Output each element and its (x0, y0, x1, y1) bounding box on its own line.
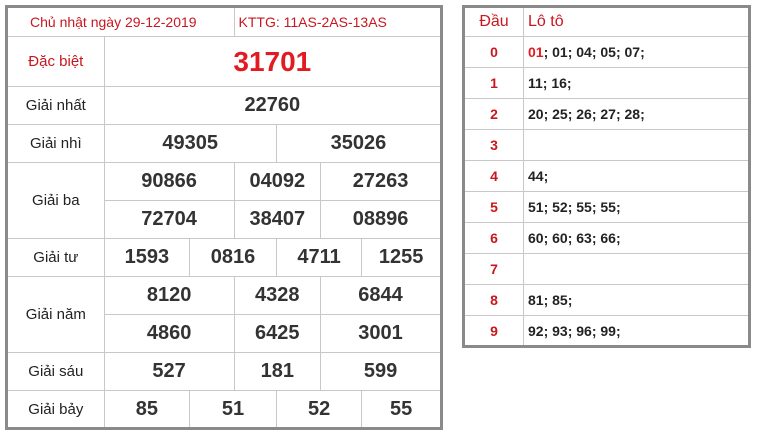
loto-head-digit: 3 (464, 130, 524, 161)
prize-value: 4328 (234, 277, 321, 315)
loto-tail-list: 81; 85; (528, 292, 573, 308)
loto-tail-list: 51; 52; 55; 55; (528, 199, 621, 215)
draw-code: KTTG: 11AS-2AS-13AS (234, 7, 441, 37)
prize-row-special (7, 37, 442, 87)
prize-label: Giải ba (7, 163, 105, 239)
prize-value: 8120 (104, 277, 234, 315)
results-header-row (7, 7, 442, 37)
prize-row-first (7, 87, 442, 125)
loto-row (464, 316, 750, 347)
prize-value: 35026 (276, 125, 441, 163)
loto-row (464, 130, 750, 161)
prize-value: 1593 (104, 239, 190, 277)
prize-value: 599 (321, 353, 442, 391)
prize-label: Giải nhì (7, 125, 105, 163)
loto-head-digit: 9 (464, 316, 524, 347)
loto-head-digit: 4 (464, 161, 524, 192)
loto-head-digit: 7 (464, 254, 524, 285)
loto-head-column-title: Đầu (464, 7, 524, 37)
prize-row-second (7, 125, 442, 163)
prize-value: 3001 (321, 315, 442, 353)
prize-value: 527 (104, 353, 234, 391)
loto-tail-column-title: Lô tô (524, 7, 750, 37)
prize-value: 0816 (190, 239, 277, 277)
loto-tail-list: ; 01; 04; 05; 07; (543, 44, 645, 60)
loto-tail-values (524, 130, 750, 161)
prize-label: Giải sáu (7, 353, 105, 391)
loto-head-digit: 0 (464, 37, 524, 68)
loto-tail-values (524, 285, 750, 316)
loto-tail-list: 44; (528, 168, 549, 184)
prize-row-seventh (7, 391, 442, 429)
prize-value: 27263 (321, 163, 442, 201)
loto-head-digit: 2 (464, 99, 524, 130)
prize-label: Giải bảy (7, 391, 105, 429)
prize-value: 6844 (321, 277, 442, 315)
results-table (5, 5, 443, 430)
prize-label: Giải năm (7, 277, 105, 353)
loto-head-digit: 1 (464, 68, 524, 99)
loto-row (464, 254, 750, 285)
loto-row (464, 223, 750, 254)
prize-label: Giải nhất (7, 87, 105, 125)
loto-special-highlight: 01 (528, 44, 544, 60)
loto-body (464, 37, 750, 347)
prize-value: 08896 (321, 201, 442, 239)
loto-tail-list: 11; 16; (528, 75, 572, 91)
prize-value: 4711 (276, 239, 362, 277)
loto-tail-values (524, 99, 750, 130)
loto-tail-values (524, 192, 750, 223)
loto-header-row (464, 7, 750, 37)
prize-value: 6425 (234, 315, 321, 353)
loto-head-digit: 5 (464, 192, 524, 223)
prize-row-fifth-a (7, 277, 442, 315)
loto-head-digit: 8 (464, 285, 524, 316)
prize-value: 38407 (234, 201, 321, 239)
prize-value: 04092 (234, 163, 321, 201)
loto-table (462, 5, 751, 348)
draw-date: Chủ nhật ngày 29-12-2019 (7, 7, 235, 37)
prize-value: 55 (362, 391, 442, 429)
prize-row-third-a (7, 163, 442, 201)
loto-row (464, 68, 750, 99)
loto-head-digit: 6 (464, 223, 524, 254)
loto-row (464, 99, 750, 130)
prize-label: Đặc biệt (7, 37, 105, 87)
loto-tail-values (524, 254, 750, 285)
loto-row (464, 192, 750, 223)
prize-value: 90866 (104, 163, 234, 201)
prize-label: Giải tư (7, 239, 105, 277)
prize-value: 181 (234, 353, 321, 391)
prize-row-sixth (7, 353, 442, 391)
prize-value: 31701 (104, 37, 441, 87)
prize-value: 72704 (104, 201, 234, 239)
loto-row (464, 285, 750, 316)
prize-value: 49305 (104, 125, 276, 163)
prize-value: 22760 (104, 87, 441, 125)
loto-tail-values (524, 223, 750, 254)
loto-tail-values (524, 68, 750, 99)
prize-value: 51 (190, 391, 277, 429)
prize-row-fourth (7, 239, 442, 277)
prize-value: 1255 (362, 239, 442, 277)
loto-row (464, 37, 750, 68)
loto-tail-list: 92; 93; 96; 99; (528, 322, 621, 339)
loto-tail-values (524, 161, 750, 192)
prize-value: 4860 (104, 315, 234, 353)
loto-tail-values (524, 37, 750, 68)
prize-value: 52 (276, 391, 362, 429)
loto-tail-list: 60; 60; 63; 66; (528, 230, 621, 246)
loto-row (464, 161, 750, 192)
loto-tail-list: 20; 25; 26; 27; 28; (528, 106, 645, 122)
prize-value: 85 (104, 391, 190, 429)
loto-tail-values (524, 316, 750, 347)
